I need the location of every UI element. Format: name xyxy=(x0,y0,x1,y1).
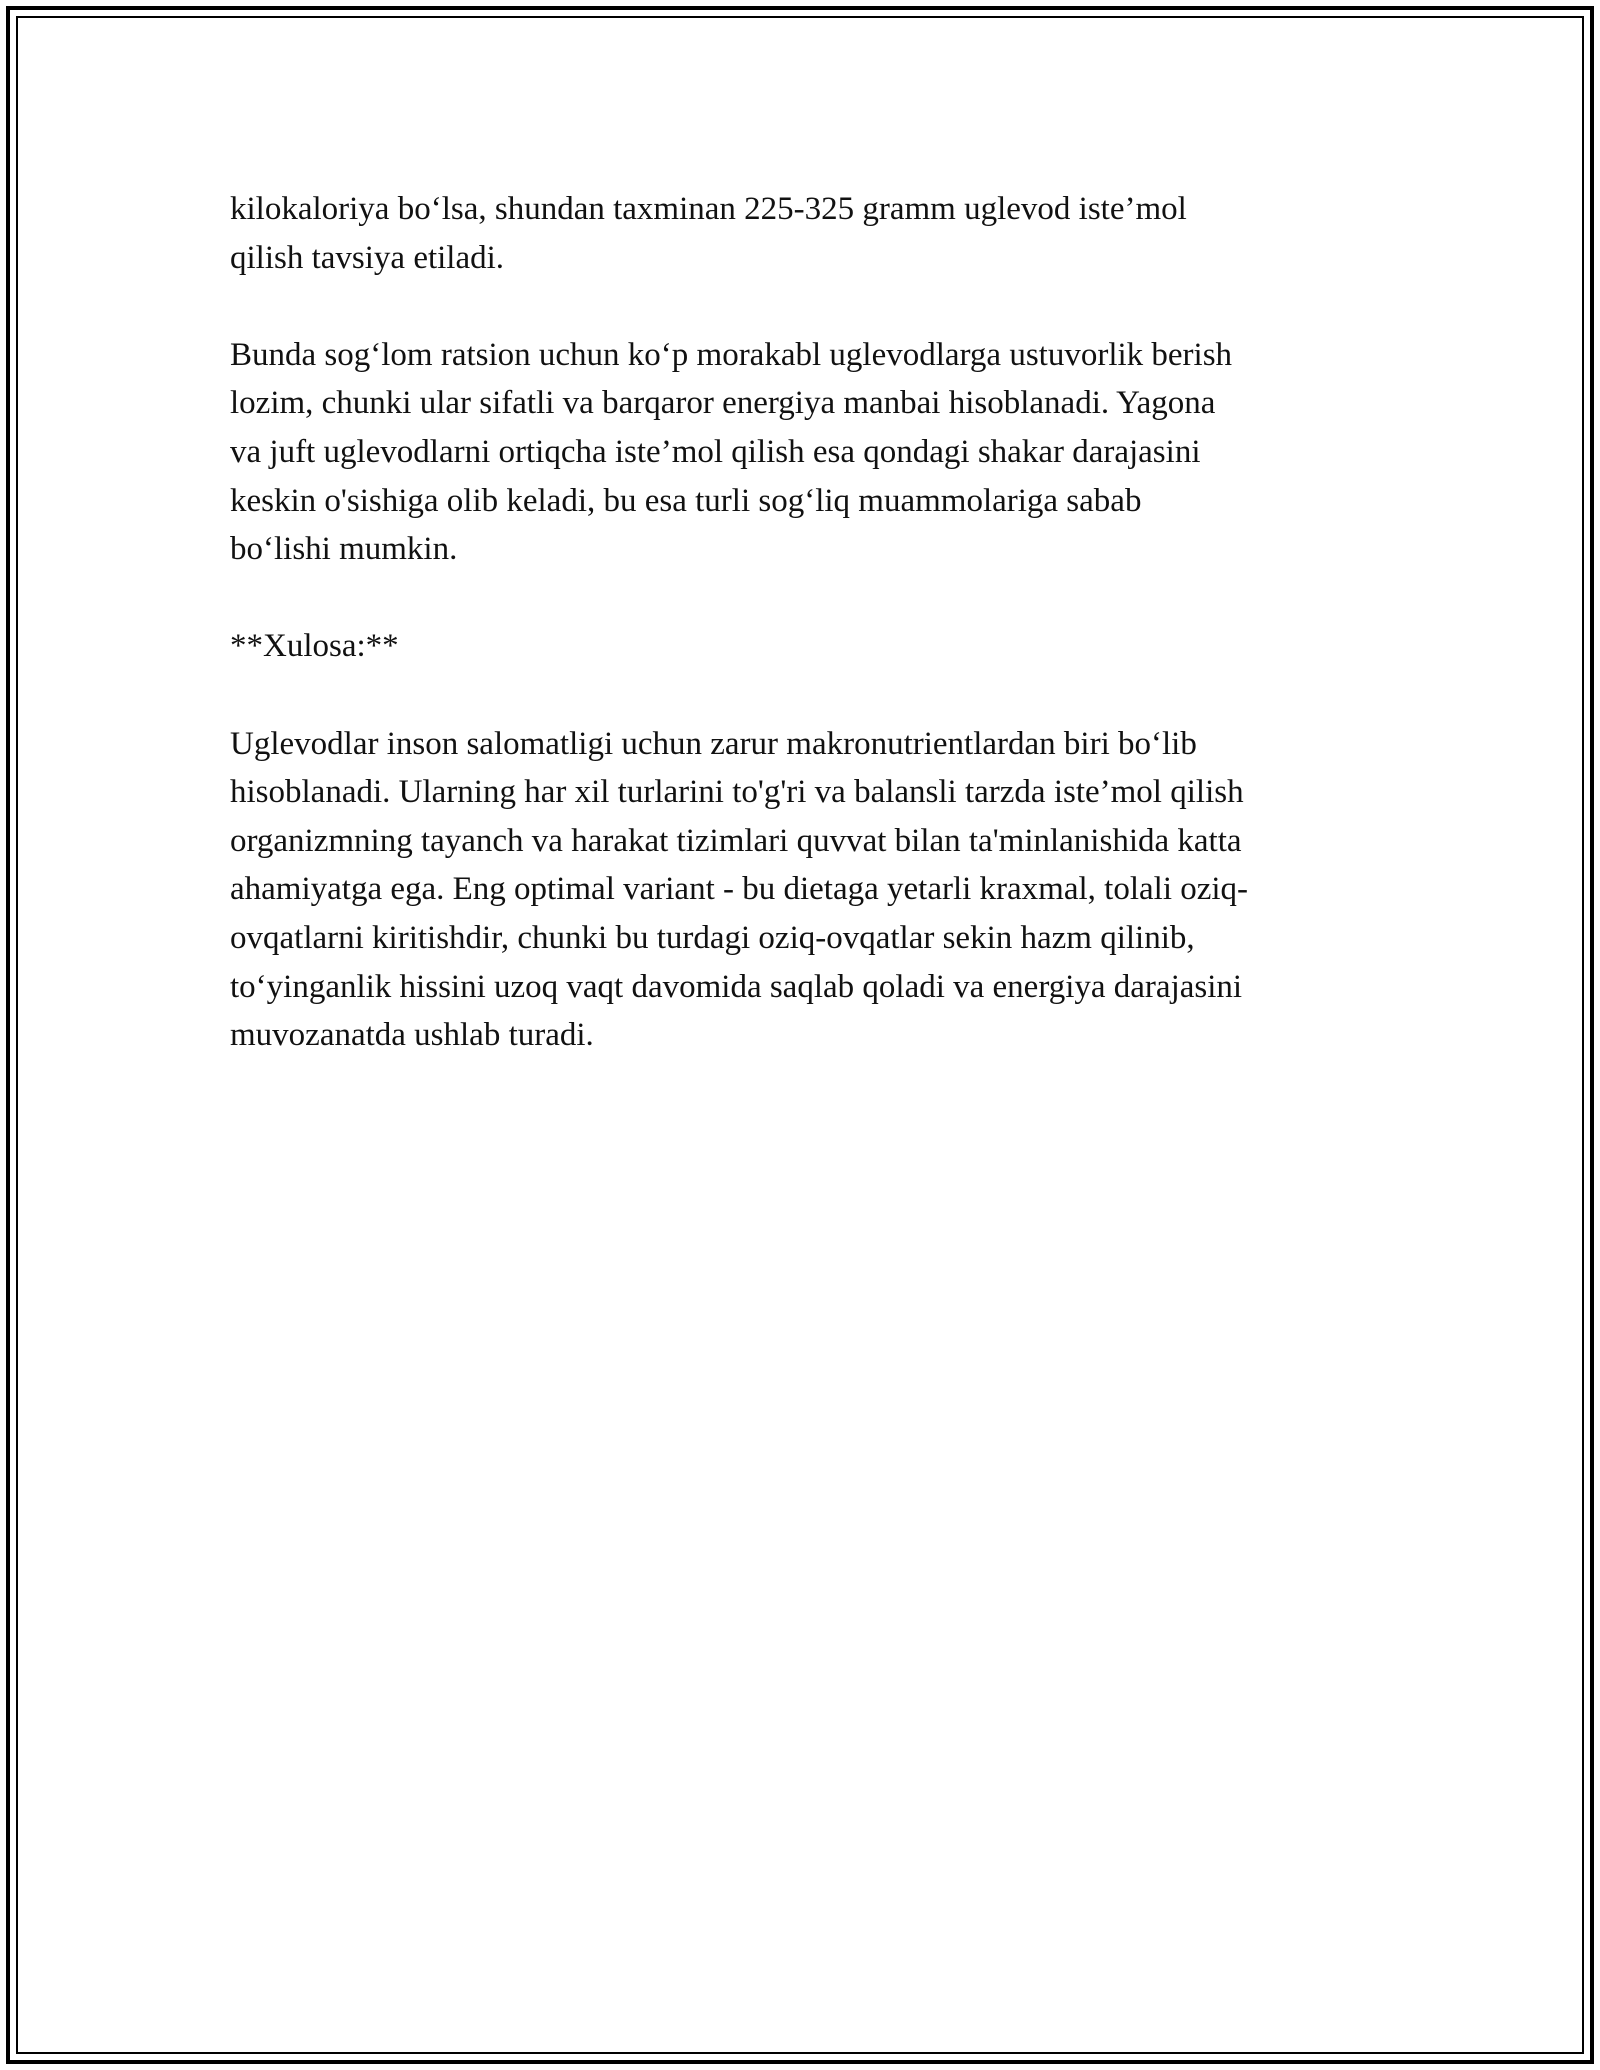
document-body xyxy=(230,185,1380,1108)
paragraph-conclusion: Uglevodlar inson salomatligi uchun zarur makronutrientlardan biri bo‘lib hisoblanadi. Ularning har xil turlarini to'g'ri va balansli tarzda iste’mol qilish organizmning tayanch va harakat tizimlari quvvat bilan ta'minlanishida katta ahamiyatga ega. Eng optimal variant - bu dietaga yetarli kraxmal, tolali oziq- ovqatlarni kiritishdir, chunki bu turdagi oziq-ovqatlar sekin hazm qilinib, to‘yinganlik hissini uzoq vaqt davomida saqlab qoladi va energiya darajasini muvozanatda ushlab turadi. xyxy=(230,725,1249,1054)
paragraph-healthy-diet: Bunda sog‘lom ratsion uchun ko‘p morakabl uglevodlarga ustuvorlik berish lozim, chunki ular sifatli va barqaror energiya manbai hisoblanadi. Yagona va juft uglevodlarni ortiqcha iste’mol qilish esa qondagi shakar darajasini keskin o'sishiga olib keladi, bu esa turli sog‘liq muammolariga sabab bo‘lishi mumkin. xyxy=(230,336,1233,568)
conclusion-heading: **Xulosa:** xyxy=(230,628,399,665)
paragraph-carbohydrate-intake: kilokaloriya bo‘lsa, shundan taxminan 225-325 gramm uglevod iste’mol qilish tavsiya etiladi. xyxy=(230,191,1187,276)
